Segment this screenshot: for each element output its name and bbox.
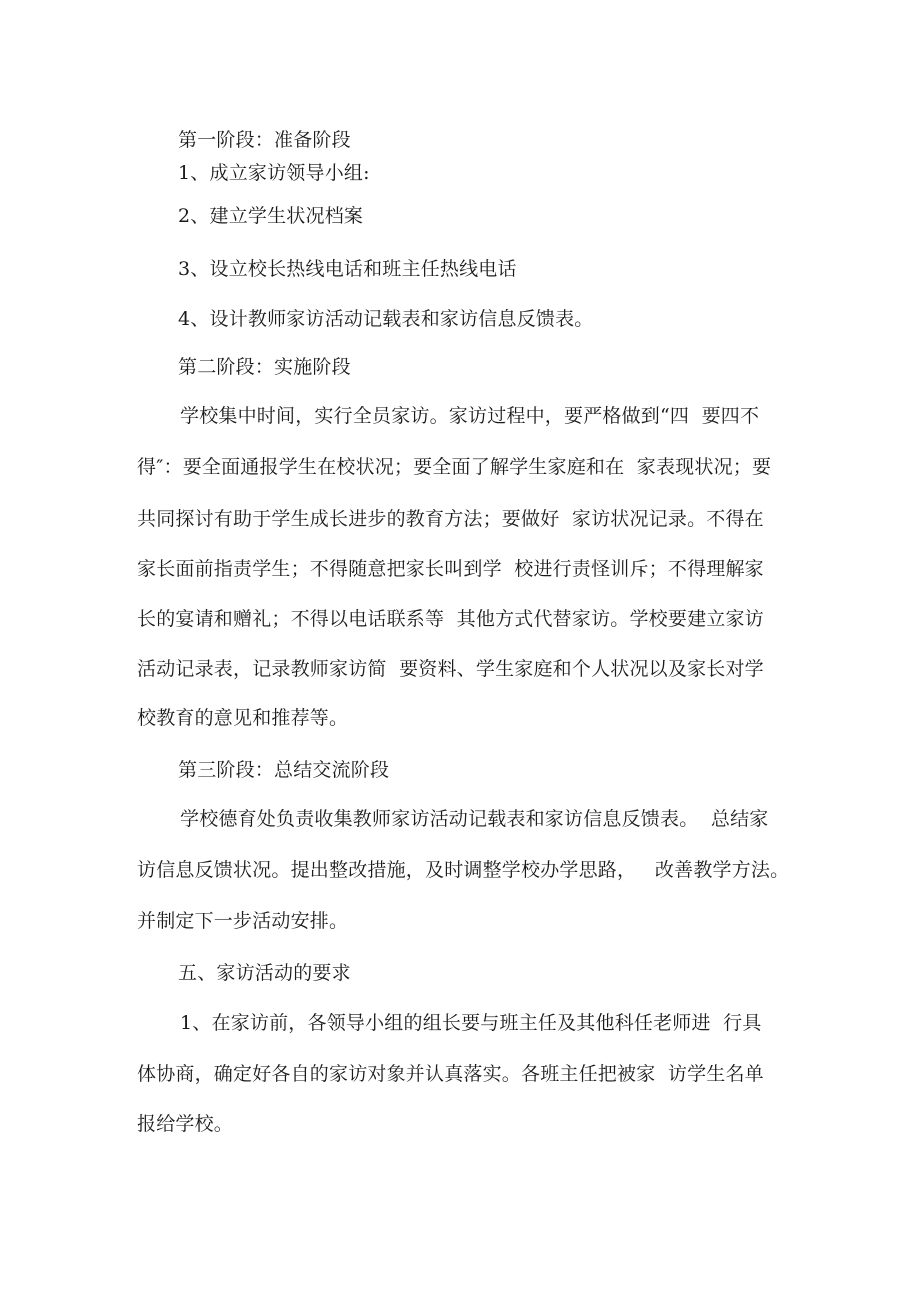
stage2-paragraph-line-5: 长的宴请和赠礼；不得以电话联系等 其他方式代替家访。学校要建立家访: [137, 608, 764, 630]
stage3-paragraph-line-1: 学校德育处负责收集教师家访活动记载表和家访信息反馈表。 总结家: [180, 808, 769, 830]
stage2-paragraph-line-3: 共同探讨有助于学生成长进步的教育方法；要做好 家访状况记录。不得在: [137, 508, 764, 530]
stage3-heading: 第三阶段：总结交流阶段: [178, 759, 390, 781]
stage3-paragraph-line-3: 并制定下一步活动安排。: [137, 910, 349, 932]
stage1-item-4: 4、设计教师家访活动记载表和家访信息反馈表。: [178, 308, 594, 330]
section5-paragraph-line-3: 报给学校。: [137, 1113, 234, 1135]
section5-paragraph-line-2: 体协商，确定好各自的家访对象并认真落实。各班主任把被家 访学生名单: [137, 1063, 764, 1085]
stage1-item-1: 1、成立家访领导小组:: [178, 162, 370, 184]
stage2-heading: 第二阶段：实施阶段: [178, 356, 351, 378]
stage1-item-3: 3、设立校长热线电话和班主任热线电话: [178, 258, 517, 280]
stage2-paragraph-line-2: 得″：要全面通报学生在校状况；要全面了解学生家庭和在 家表现状况；要: [137, 456, 772, 478]
stage3-paragraph-line-2: 访信息反馈状况。提出整改措施，及时调整学校办学思路， 改善教学方法。: [137, 859, 790, 881]
section5-paragraph-line-1: 1、在家访前，各领导小组的组长要与班主任及其他科任老师进 行具: [180, 1012, 762, 1034]
stage2-paragraph-line-6: 活动记录表，记录教师家访简 要资料、学生家庭和个人状况以及家长对学: [137, 658, 764, 680]
stage1-item-2: 2、建立学生状况档案: [178, 205, 364, 227]
stage1-heading: 第一阶段：准备阶段: [178, 129, 351, 151]
section5-heading: 五、家访活动的要求: [178, 962, 351, 984]
stage2-paragraph-line-1: 学校集中时间，实行全员家访。家访过程中，要严格做到“四 要四不: [180, 405, 760, 427]
stage2-paragraph-line-4: 家长面前指责学生；不得随意把家长叫到学 校进行责怪训斥；不得理解家: [137, 558, 764, 580]
stage2-paragraph-line-7: 校教育的意见和推荐等。: [137, 707, 349, 729]
